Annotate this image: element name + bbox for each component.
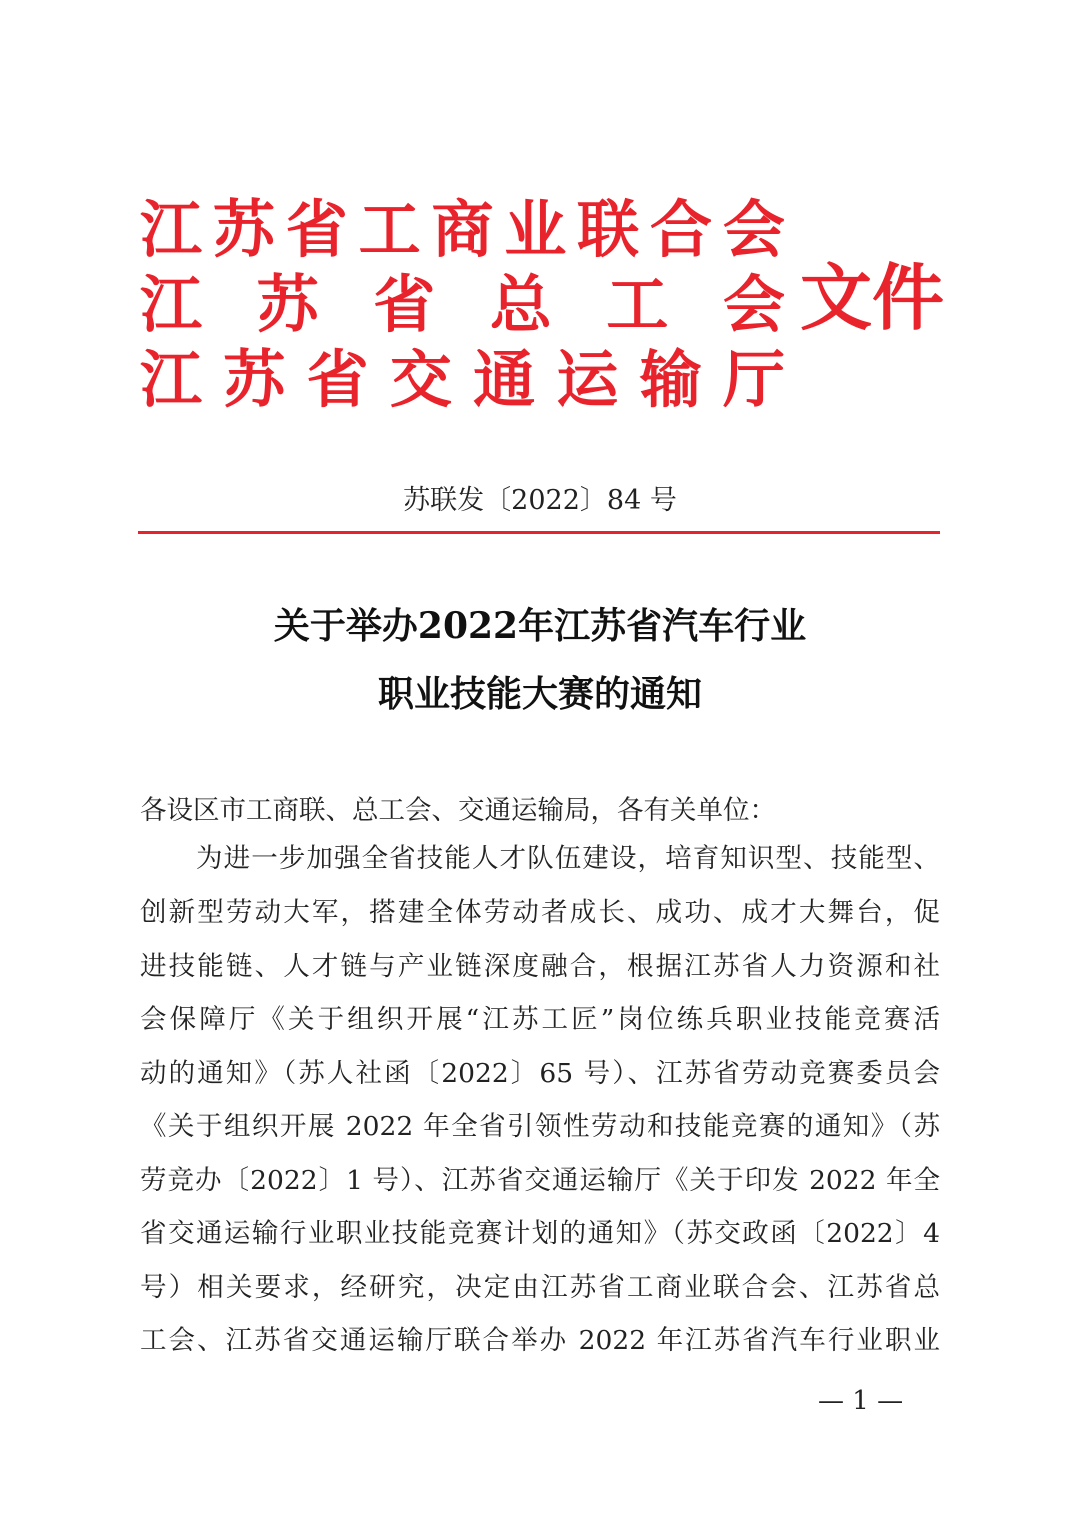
body-line: 《关于组织开展 2022 年全省引领性劳动和技能竞赛的通知》（苏 xyxy=(140,1111,940,1142)
title-line-2: 职业技能大赛的通知 xyxy=(377,673,702,715)
issuer-char: 输 xyxy=(639,343,702,416)
issuer-char: 总 xyxy=(489,268,552,341)
issuer-char: 商 xyxy=(431,193,494,266)
body-line: 会保障厅《关于组织开展“江苏工匠”岗位练兵职业技能竞赛活 xyxy=(140,1004,940,1035)
issuer-char: 江 xyxy=(140,268,203,341)
issuer-char: 通 xyxy=(473,343,536,416)
issuer-char: 合 xyxy=(650,193,713,266)
issuer-1 xyxy=(140,195,785,265)
red-divider xyxy=(138,531,940,534)
issuer-char: 苏 xyxy=(223,343,286,416)
issuer-char: 业 xyxy=(504,193,567,266)
body-line: 省交通运输行业职业技能竞赛计划的通知》（苏交政函〔2022〕4 xyxy=(140,1218,940,1249)
issuer-char: 会 xyxy=(722,268,785,341)
issuer-char: 江 xyxy=(140,193,203,266)
title-line-1: 关于举办2022年江苏省汽车行业 xyxy=(273,605,807,647)
issuer-char: 交 xyxy=(389,343,452,416)
issuer-char: 省 xyxy=(285,193,348,266)
issuer-char: 联 xyxy=(577,193,640,266)
body-line: 动的通知》（苏人社函〔2022〕65 号）、江苏省劳动竞赛委员会 xyxy=(140,1058,940,1089)
issuer-char: 运 xyxy=(556,343,619,416)
issuer-char: 江 xyxy=(140,343,203,416)
issuer-char: 厅 xyxy=(722,343,785,416)
issuer-char: 省 xyxy=(373,268,436,341)
document-number: 苏联发〔2022〕84 号 xyxy=(403,485,677,516)
page-number: — 1 — xyxy=(818,1386,904,1416)
issuer-char: 苏 xyxy=(212,193,275,266)
issuer-char: 工 xyxy=(358,193,421,266)
body-line: 工会、江苏省交通运输厅联合举办 2022 年江苏省汽车行业职业 xyxy=(140,1325,940,1356)
issuer-2 xyxy=(140,270,785,340)
issuer-3 xyxy=(140,345,785,415)
salutation: 各设区市工商联、总工会、交通运输局，各有关单位： xyxy=(140,795,776,826)
issuer-char: 苏 xyxy=(256,268,319,341)
body-line: 创新型劳动大军，搭建全体劳动者成长、成功、成才大舞台，促 xyxy=(140,897,940,928)
body-line: 劳竞办〔2022〕1 号）、江苏省交通运输厅《关于印发 2022 年全 xyxy=(140,1165,940,1196)
body-line: 号）相关要求，经研究，决定由江苏省工商业联合会、江苏省总 xyxy=(140,1272,940,1303)
issuer-char: 省 xyxy=(306,343,369,416)
body-line: 为进一步加强全省技能人才队伍建设，培育知识型、技能型、 xyxy=(196,843,940,874)
issuer-char: 会 xyxy=(722,193,785,266)
issuer-char: 工 xyxy=(606,268,669,341)
body-line: 进技能链、人才链与产业链深度融合，根据江苏省人力资源和社 xyxy=(140,951,940,982)
document-suffix: 文件 xyxy=(800,256,945,340)
